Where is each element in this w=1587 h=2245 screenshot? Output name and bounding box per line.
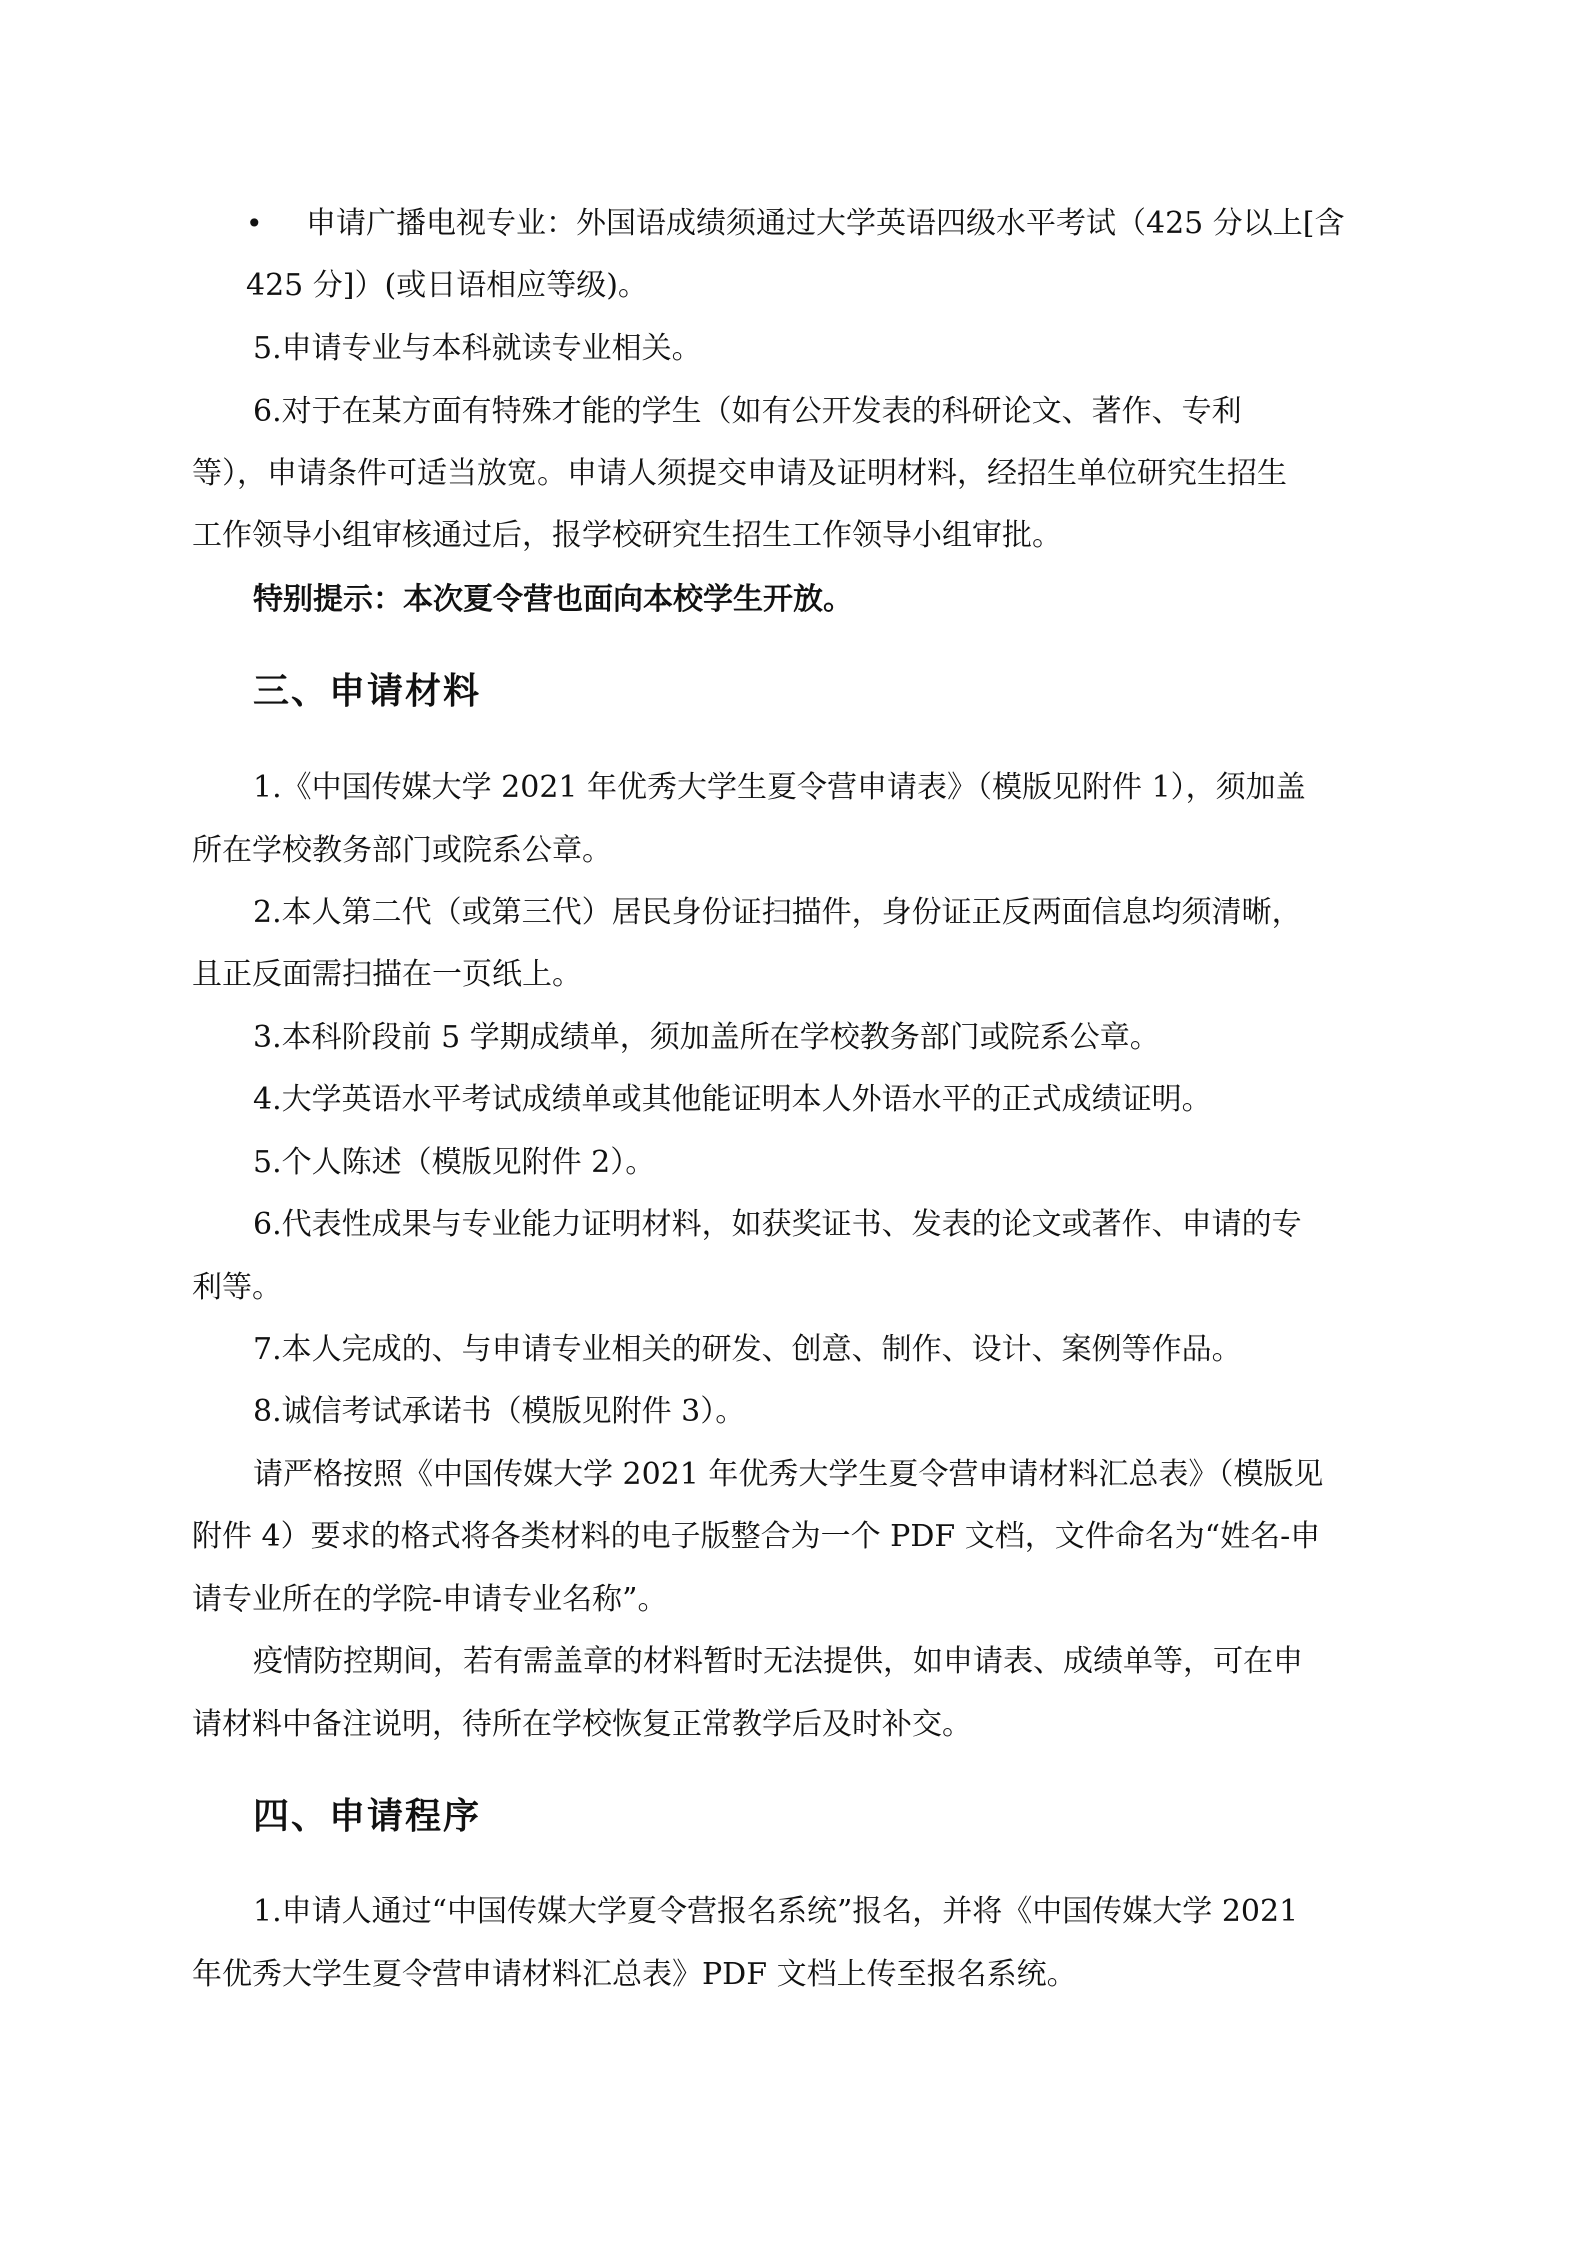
bullet-dot: • bbox=[246, 207, 263, 240]
materials-item-2-line1: 2.本人第二代（或第三代）居民身份证扫描件，身份证正反两面信息均须清晰， bbox=[253, 895, 1302, 930]
materials-note-1-line2: 附件 4）要求的格式将各类材料的电子版整合为一个 PDF 文档，文件命名为“姓名-申 bbox=[192, 1519, 1321, 1554]
materials-item-2-line2: 且正反面需扫描在一页纸上。 bbox=[192, 957, 582, 992]
materials-item-8: 8.诚信考试承诺书（模版见附件 3）。 bbox=[253, 1394, 746, 1429]
requirement-item-6-line2: 等），申请条件可适当放宽。申请人须提交申请及证明材料，经招生单位研究生招生 bbox=[192, 456, 1287, 491]
section-heading-procedure: 四、申请程序 bbox=[253, 1796, 482, 1837]
special-note: 特别提示：本次夏令营也面向本校学生开放。 bbox=[253, 582, 853, 617]
broadcast-requirement-line2: 425 分]）(或日语相应等级)。 bbox=[246, 268, 648, 303]
materials-note-2-line2: 请材料中备注说明，待所在学校恢复正常教学后及时补交。 bbox=[192, 1707, 972, 1742]
materials-item-5: 5.个人陈述（模版见附件 2）。 bbox=[253, 1145, 656, 1180]
materials-item-7: 7.本人完成的、与申请专业相关的研发、创意、制作、设计、案例等作品。 bbox=[253, 1332, 1242, 1367]
materials-item-1-line1: 1.《中国传媒大学 2021 年优秀大学生夏令营申请表》（模版见附件 1），须加盖 bbox=[253, 770, 1306, 805]
section-heading-materials: 三、申请材料 bbox=[253, 671, 482, 712]
procedure-item-1-line1: 1.申请人通过“中国传媒大学夏令营报名系统”报名，并将《中国传媒大学 2021 bbox=[253, 1894, 1299, 1929]
materials-item-6-line2: 利等。 bbox=[192, 1270, 282, 1305]
requirement-item-6-line3: 工作领导小组审核通过后，报学校研究生招生工作领导小组审批。 bbox=[192, 518, 1062, 553]
materials-item-4: 4.大学英语水平考试成绩单或其他能证明本人外语水平的正式成绩证明。 bbox=[253, 1082, 1212, 1117]
materials-note-1-line1: 请严格按照《中国传媒大学 2021 年优秀大学生夏令营申请材料汇总表》（模版见 bbox=[253, 1457, 1324, 1492]
materials-note-1-line3: 请专业所在的学院-申请专业名称”。 bbox=[192, 1582, 668, 1617]
materials-item-3: 3.本科阶段前 5 学期成绩单，须加盖所在学校教务部门或院系公章。 bbox=[253, 1020, 1160, 1055]
procedure-item-1-line2: 年优秀大学生夏令营申请材料汇总表》PDF 文档上传至报名系统。 bbox=[192, 1957, 1077, 1992]
materials-note-2-line1: 疫情防控期间，若有需盖章的材料暂时无法提供，如申请表、成绩单等，可在申 bbox=[253, 1644, 1303, 1679]
materials-item-6-line1: 6.代表性成果与专业能力证明材料，如获奖证书、发表的论文或著作、申请的专 bbox=[253, 1207, 1302, 1242]
requirement-item-6-line1: 6.对于在某方面有特殊才能的学生（如有公开发表的科研论文、著作、专利 bbox=[253, 394, 1242, 429]
broadcast-requirement-line1: 申请广播电视专业：外国语成绩须通过大学英语四级水平考试（425 分以上[含 bbox=[306, 206, 1345, 241]
requirement-item-5: 5.申请专业与本科就读专业相关。 bbox=[253, 331, 702, 366]
materials-item-1-line2: 所在学校教务部门或院系公章。 bbox=[192, 833, 612, 868]
